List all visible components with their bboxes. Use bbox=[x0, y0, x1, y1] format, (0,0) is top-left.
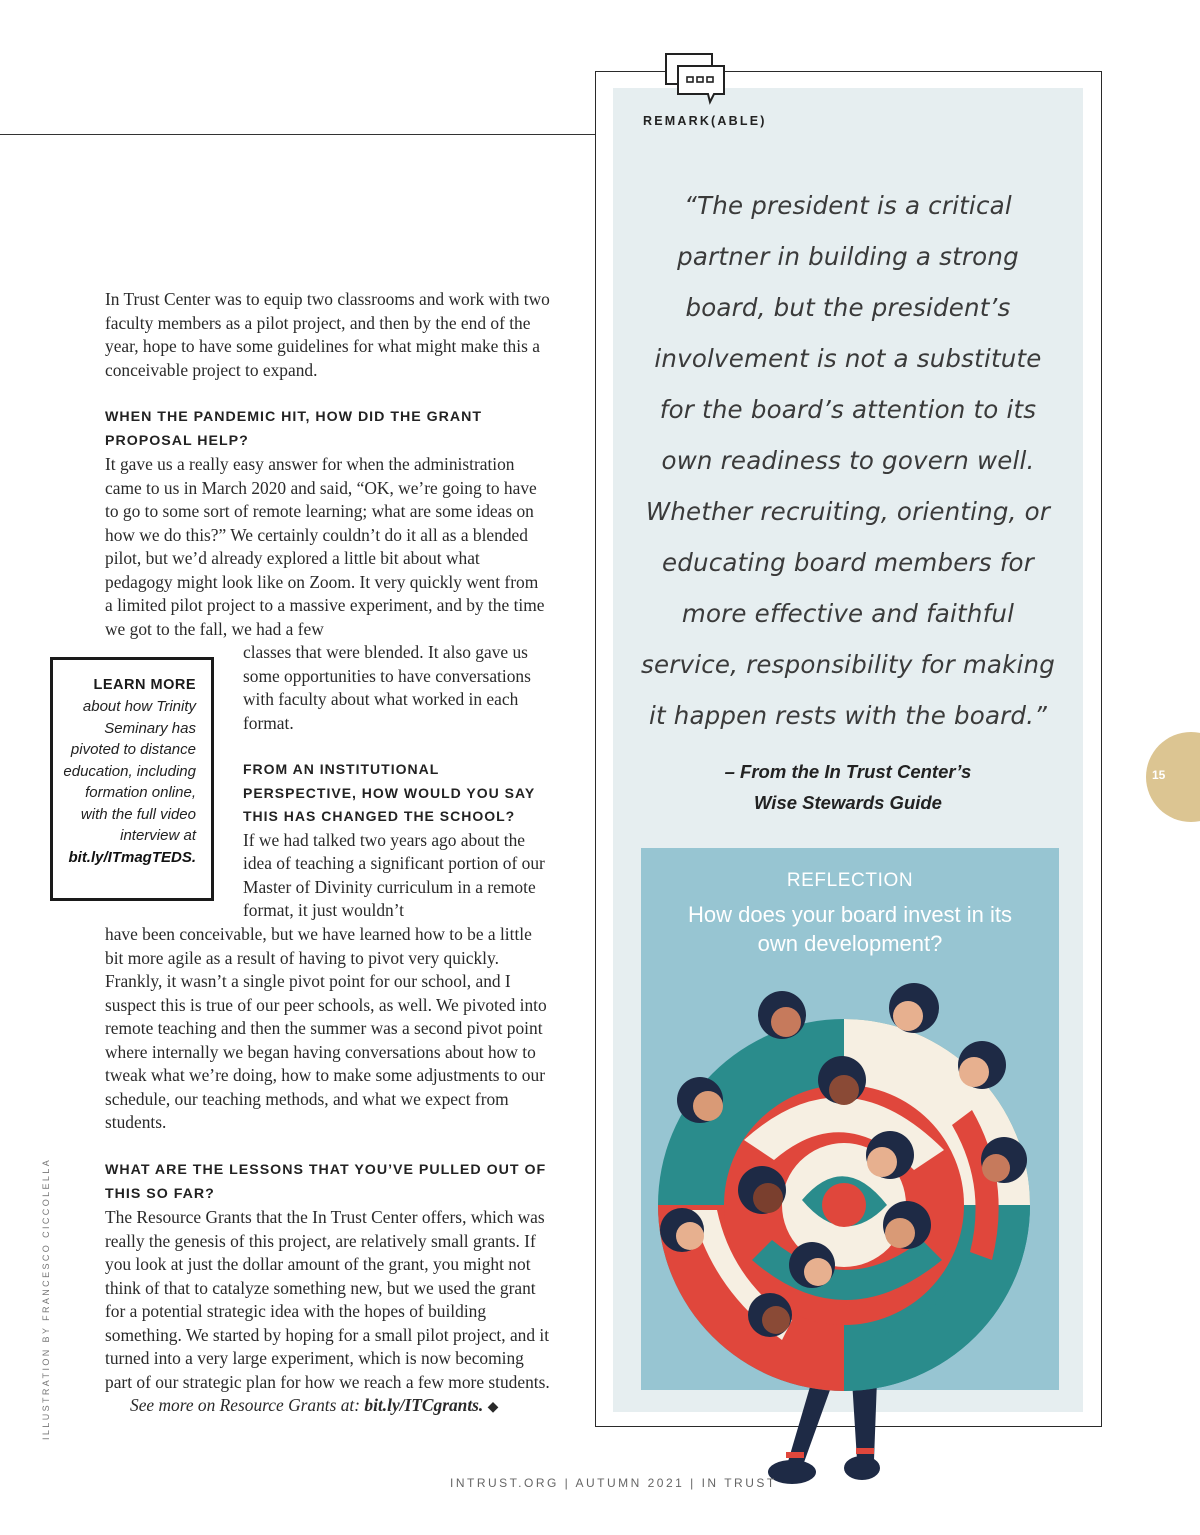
answer-paragraph: classes that were blended. It also gave us some opportunities to have conversations with faculty about what worked in each format. bbox=[243, 642, 531, 733]
reflection-title: REFLECTION bbox=[786, 870, 914, 891]
speech-bubble-icon bbox=[664, 52, 728, 106]
question-heading: FROM AN INSTITUTIONAL PERSPECTIVE, HOW WOULD YOU SAY THIS HAS CHANGED THE SCHOOL? bbox=[243, 761, 535, 824]
see-more-line bbox=[105, 1394, 550, 1420]
reflection-question: How does your board invest in its own development? bbox=[687, 902, 1013, 956]
footer-text: INTRUST.ORG | AUTUMN 2021 | IN TRUST bbox=[450, 1476, 777, 1490]
question-heading: WHAT ARE THE LESSONS THAT YOU’VE PULLED OUT OF THIS SO FAR? bbox=[105, 1162, 547, 1202]
see-more-text: See more on Resource Grants at: bbox=[130, 1395, 361, 1415]
page-number: 15 bbox=[1152, 768, 1166, 782]
see-more-link[interactable]: bit.ly/ITCgrants. bbox=[364, 1395, 484, 1415]
sidebar-label: REMARK(ABLE) bbox=[643, 114, 767, 128]
article-section-2 bbox=[105, 923, 550, 1135]
article-section-1-continued bbox=[243, 641, 548, 923]
question-heading: WHEN THE PANDEMIC HIT, HOW DID THE GRANT PROPOSAL HELP? bbox=[105, 409, 483, 449]
learn-more-link[interactable]: bit.ly/ITmagTEDS. bbox=[68, 848, 196, 866]
illustration-credit: ILLUSTRATION BY FRANCESCO CICCOLELLA bbox=[41, 1157, 51, 1440]
top-rule bbox=[0, 134, 596, 135]
learn-more-body: about how Trinity Seminary has pivoted to distance education, including formation online, with the full video interview at bbox=[63, 698, 196, 844]
article-section-3 bbox=[105, 1159, 550, 1420]
learn-more-box bbox=[50, 657, 214, 901]
attribution-source: Wise Stewards Guide bbox=[754, 792, 942, 813]
answer-paragraph: The Resource Grants that the In Trust Center offers, which was really the genesis of this project, are relatively small grants. If you look at just the dollar amount of the grant, you might not think of that to catalyze something new, but we used the grant for a potential strategic idea with the hopes of building something. We started by hoping for a small pilot project, and it turned into a very large experiment, which is now becoming part of our strategic plan for how we reach a few more students. bbox=[105, 1207, 550, 1392]
embracing-people-illustration bbox=[652, 960, 1052, 1500]
article-intro bbox=[105, 288, 550, 382]
quote-attribution bbox=[640, 756, 1056, 818]
answer-paragraph: have been conceivable, but we have learned how to be a little bit more agile as a result of having to pivot very quickly. Frankly, it wasn’t a single pivot point for our school, and I suspect this is true of our peer schools, as well. We pivoted into remote teaching and then the summer was a second pivot point where internally we began having conversations about how to tweak what we’re doing, how to make some adjustments to our schedule, our teaching methods, and what we expect from students. bbox=[105, 924, 547, 1132]
end-mark-icon: ◆ bbox=[487, 1400, 499, 1415]
learn-more-title: LEARN MORE bbox=[93, 677, 196, 693]
attribution-line: – From the In Trust Center’s bbox=[724, 761, 972, 782]
intro-paragraph: In Trust Center was to equip two classrooms and work with two faculty members as a pilot project, and then by the end of the year, hope to have some guidelines for what might make this a conceivable project to expand. bbox=[105, 289, 550, 380]
pull-quote: “The president is a critical partner in building a strong board, but the president’s involvement is not a substitute for the board’s attention to its own readiness to govern well. Whether recruiting, orienting, or educating board members for more effective and faithful service, responsibility for making it happen rests with the board.” bbox=[641, 191, 1055, 730]
answer-paragraph: If we had talked two years ago about the idea of teaching a significant portion of our Master of Divinity curriculum in a remote format, it just wouldn’t bbox=[243, 829, 545, 920]
article-section-1 bbox=[105, 406, 550, 641]
answer-paragraph: It gave us a really easy answer for when the administration came to us in March 2020 and said, “OK, we’re going to have to go to some sort of remote learning; what are some ideas on how we do this?” We certainly couldn’t do it all as a blended pilot, but we’d already explored a little bit about what pedagogy might look like on Zoom. It very quickly went from a limited pilot project to a massive experiment, and by the time we got to the fall, we had a few bbox=[105, 454, 545, 639]
